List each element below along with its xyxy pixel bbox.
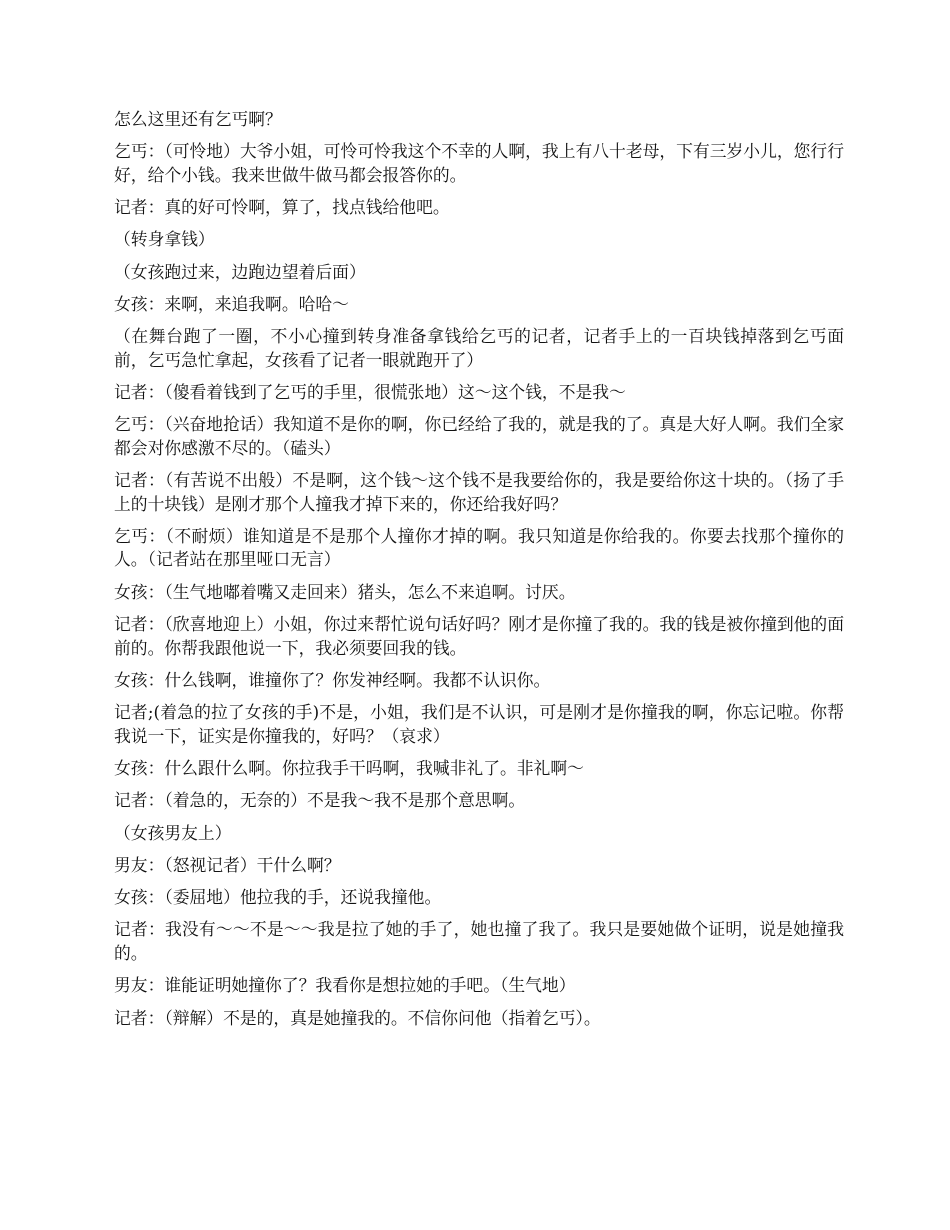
paragraph-21: 记者：我没有～～不是～～我是拉了她的手了，她也撞了我了。我只是要她做个证明，说是她撞我的。 <box>114 919 844 963</box>
paragraph-20: 女孩：（委屈地）他拉我的手，还说我撞他。 <box>114 887 442 908</box>
paragraph-7: （在舞台跑了一圈，不小心撞到转身准备拿钱给乞丐的记者，记者手上的一百块钱掉落到乞丐面前，乞丐急忙拿起，女孩看了记者一眼就跑开了） <box>114 326 844 370</box>
paragraph-4: （转身拿钱） <box>114 229 215 250</box>
paragraph-14: 女孩：什么钱啊，谁撞你了？你发神经啊。我都不认识你。 <box>114 669 551 690</box>
paragraph-15: 记者;(着急的拉了女孩的手)不是，小姐，我们是不认识，可是刚才是你撞我的啊，你忘记啦。你帮我说一下，证实是你撞我的，好吗？（哀求） <box>114 702 844 746</box>
paragraph-8: 记者：（傻看着钱到了乞丐的手里，很慌张地）这～这个钱，不是我～ <box>114 382 626 403</box>
paragraph-13: 记者：（欣喜地迎上）小姐，你过来帮忙说句话好吗？刚才是你撞了我的。我的钱是被你撞到他的面前的。你帮我跟他说一下，我必须要回我的钱。 <box>114 614 844 658</box>
paragraph-23: 记者：（辩解）不是的，真是她撞我的。不信你问他（指着乞丐）。 <box>114 1007 601 1028</box>
paragraph-9: 乞丐：（兴奋地抢话）我知道不是你的啊，你已经给了我的，就是我的了。真是大好人啊。我们全家都会对你感激不尽的。（磕头） <box>114 414 844 458</box>
paragraph-1: 怎么这里还有乞丐啊？ <box>114 109 282 129</box>
script-text-body <box>114 108 844 1039</box>
paragraph-11: 乞丐：（不耐烦）谁知道是不是那个人撞你才掉的啊。我只知道是你给我的。你要去找那个撞你的人。（记者站在那里哑口无言） <box>114 525 844 570</box>
paragraph-3: 记者：真的好可怜啊，算了，找点钱给他吧。 <box>114 197 450 218</box>
paragraph-5: （女孩跑过来，边跑边望着后面） <box>114 261 366 282</box>
paragraph-16: 女孩：什么跟什么啊。你拉我手干吗啊，我喊非礼了。非礼啊～ <box>114 757 584 778</box>
paragraph-19: 男友：（怒视记者）干什么啊？ <box>114 854 341 875</box>
paragraph-10: 记者：（有苦说不出般）不是啊，这个钱～这个钱不是我要给你的，我是要给你这十块的。（扬了手上的十块钱）是刚才那个人撞我才掉下来的，你还给我好吗？ <box>114 470 844 514</box>
paragraph-6: 女孩：来啊，来追我啊。哈哈～ <box>114 293 349 314</box>
paragraph-12: 女孩：（生气地嘟着嘴又走回来）猪头，怎么不来追啊。讨厌。 <box>114 581 576 602</box>
paragraph-2: 乞丐：（可怜地）大爷小姐，可怜可怜我这个不幸的人啊，我上有八十老母，下有三岁小儿，您行行好，给个小钱。我来世做牛做马都会报答你的。 <box>114 141 844 185</box>
paragraph-17: 记者：（着急的，无奈的）不是我～我不是那个意思啊。 <box>114 790 526 811</box>
paragraph-18: （女孩男友上） <box>114 822 232 843</box>
paragraph-22: 男友：谁能证明她撞你了？我看你是想拉她的手吧。（生气地） <box>114 975 576 996</box>
